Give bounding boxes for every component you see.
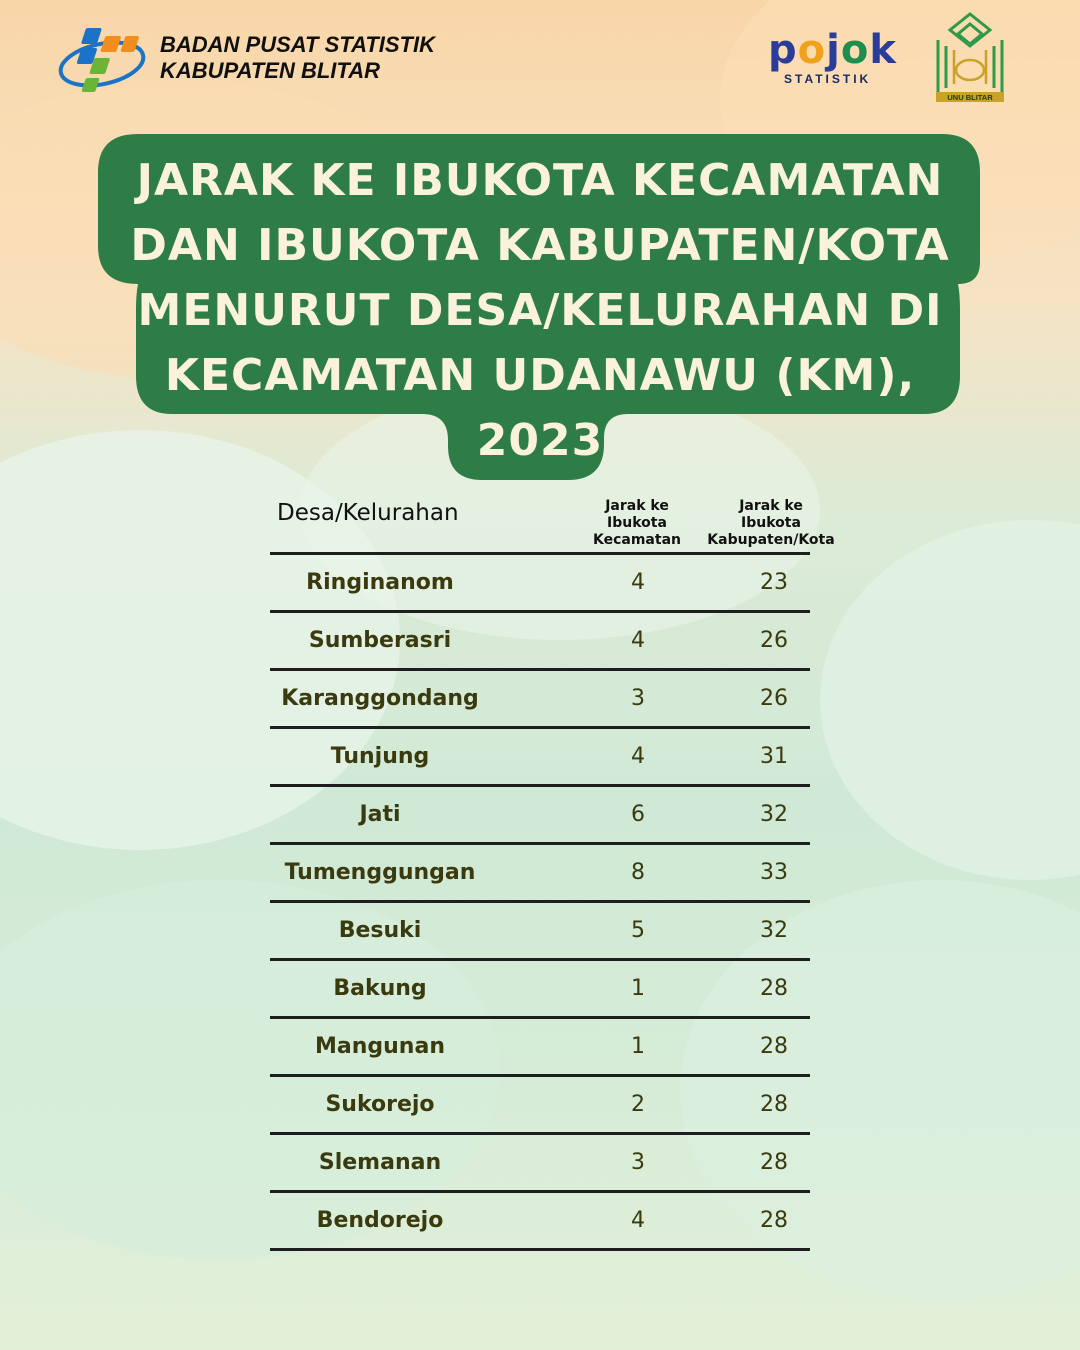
cell-jarak-kecamatan: 4 (631, 628, 645, 653)
cell-jarak-kabupaten: 32 (760, 802, 788, 827)
cell-jarak-kecamatan: 6 (631, 802, 645, 827)
background-cloud (820, 520, 1080, 880)
table-row (270, 903, 810, 961)
cell-jarak-kecamatan: 4 (631, 1208, 645, 1233)
cell-jarak-kecamatan: 8 (631, 860, 645, 885)
cell-desa: Ringinanom (306, 570, 454, 595)
cell-jarak-kabupaten: 26 (760, 628, 788, 653)
title-line: JARAK KE IBUKOTA KECAMATAN (136, 155, 944, 206)
cell-jarak-kabupaten: 31 (760, 744, 788, 769)
cell-jarak-kabupaten: 26 (760, 686, 788, 711)
cell-desa: Karanggondang (281, 686, 479, 711)
cell-desa: Bendorejo (316, 1208, 444, 1233)
column-header-desa: Desa/Kelurahan (277, 500, 459, 526)
cell-jarak-kabupaten: 32 (760, 918, 788, 943)
cell-jarak-kecamatan: 5 (631, 918, 645, 943)
table-row (270, 1193, 810, 1251)
cell-jarak-kecamatan: 1 (631, 1034, 645, 1059)
cell-jarak-kabupaten: 28 (760, 1208, 788, 1233)
table-row (270, 729, 810, 787)
cell-jarak-kabupaten: 23 (760, 570, 788, 595)
table-row (270, 1135, 810, 1193)
table-row (270, 671, 810, 729)
cell-jarak-kecamatan: 3 (631, 1150, 645, 1175)
title-line: DAN IBUKOTA KABUPATEN/KOTA (130, 220, 950, 271)
page-title (110, 148, 970, 473)
title-line: 2023 (476, 415, 604, 466)
table-row (270, 961, 810, 1019)
pojok-statistik-logo (768, 27, 897, 90)
cell-jarak-kecamatan: 3 (631, 686, 645, 711)
table-row (270, 1077, 810, 1135)
title-line: KECAMATAN UDANAWU (KM), (164, 350, 916, 401)
cell-jarak-kabupaten: 33 (760, 860, 788, 885)
bps-logo-icon (58, 22, 154, 98)
title-line: MENURUT DESA/KELURAHAN DI (137, 285, 943, 336)
table-row (270, 555, 810, 613)
cell-jarak-kabupaten: 28 (760, 1150, 788, 1175)
cell-desa: Tunjung (330, 744, 430, 769)
cell-desa: Sumberasri (308, 628, 452, 653)
cell-jarak-kabupaten: 28 (760, 976, 788, 1001)
cell-desa: Tumenggungan (284, 860, 476, 885)
organization-name (160, 32, 435, 84)
cell-desa: Mangunan (315, 1034, 445, 1059)
org-name-line1: BADAN PUSAT STATISTIK (160, 32, 435, 57)
cell-desa: Slemanan (318, 1150, 442, 1175)
column-header-kecamatan: Jarak ke Ibukota Kecamatan (593, 498, 681, 548)
pojok-subtitle: STATISTIK (784, 72, 872, 86)
table-header (270, 490, 835, 552)
cell-jarak-kecamatan: 4 (631, 744, 645, 769)
cell-desa: Bakung (333, 976, 427, 1001)
table-row (270, 1019, 810, 1077)
cell-jarak-kecamatan: 2 (631, 1092, 645, 1117)
table-row (270, 845, 810, 903)
pojok-wordmark: pojok (768, 27, 897, 73)
cell-jarak-kabupaten: 28 (760, 1034, 788, 1059)
cell-desa: Jati (359, 802, 401, 827)
cell-jarak-kecamatan: 1 (631, 976, 645, 1001)
cell-jarak-kecamatan: 4 (631, 570, 645, 595)
cell-desa: Sukorejo (325, 1092, 435, 1117)
cell-jarak-kabupaten: 28 (760, 1092, 788, 1117)
svg-text:UNU BLITAR: UNU BLITAR (947, 93, 993, 102)
distance-table (270, 490, 835, 1251)
cell-desa: Besuki (338, 918, 422, 943)
table-row (270, 613, 810, 671)
unu-blitar-logo-icon (928, 10, 1012, 102)
org-name-line2: KABUPATEN BLITAR (160, 58, 380, 83)
table-row (270, 787, 810, 845)
column-header-kabupaten: Jarak ke Ibukota Kabupaten/Kota (707, 498, 835, 548)
